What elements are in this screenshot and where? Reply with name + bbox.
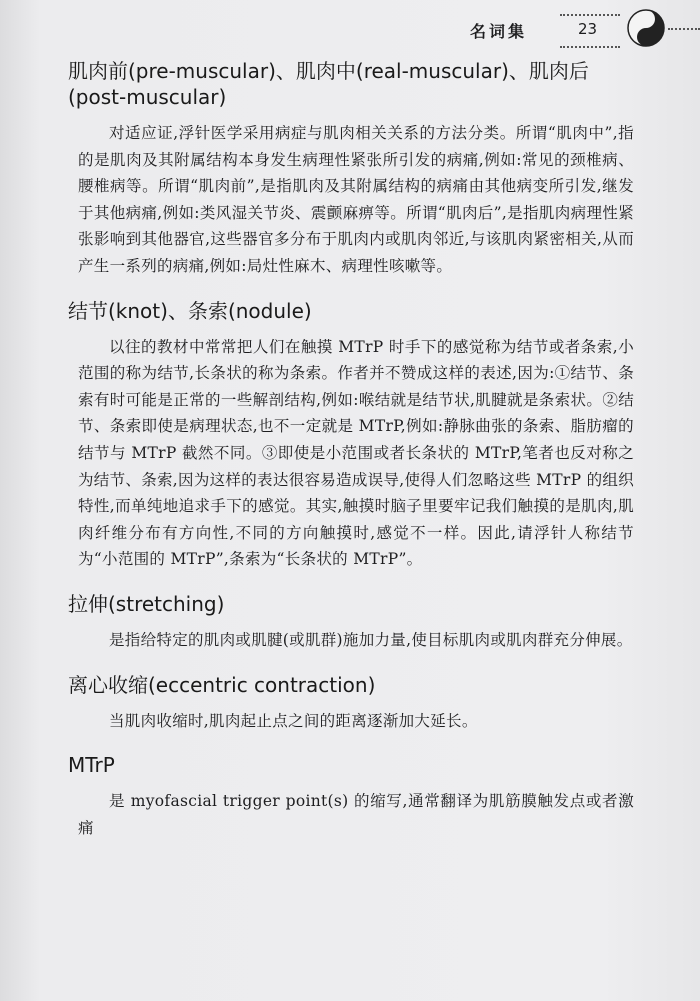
glossary-entry bbox=[68, 58, 634, 280]
term-title: 肌肉前(pre-muscular)、肌肉中(real-muscular)、肌肉后(post-muscular) bbox=[68, 59, 589, 109]
glossary-content bbox=[68, 58, 634, 841]
term-definition: 是指给特定的肌肉或肌腱(或肌群)施加力量,使目标肌肉或肌肉群充分伸展。 bbox=[109, 630, 633, 649]
glossary-entry bbox=[68, 672, 634, 735]
header-dotted-line-bottom bbox=[560, 46, 620, 48]
term-title: 结节(knot)、条索(nodule) bbox=[68, 298, 312, 323]
page-number: 23 bbox=[578, 20, 598, 38]
term-definition: 以往的教材中常常把人们在触摸 MTrP 时手下的感觉称为结节或者条索,小范围的称为结节,长条状的称为条索。作者并不赞成这样的表述,因为:①结节、条索有时可能是正常的一些解剖结构,例如:喉结就是结节状,肌腱就是条索状。②结节、条索即使是病理状态,也不一定就是 MTrP,例如:静脉曲张的条索、脂肪瘤的结节与 MTrP 截然不同。③即使是小范围或者长条状的 MTrP,笔者也反对称之为结节、条索,因为这样的表达很容易造成误导,使得人们忽略这些 MTrP 的组织特性,而单纯地追求手下的感觉。其实,触摸时脑子里要牢记我们触摸的是肌肉,肌肉纤维分布有方向性,不同的方向触摸时,感觉不一样。因此,请浮针人称结节为“小范围的 MTrP”,条索为“长条状的 MTrP”。 bbox=[78, 337, 634, 569]
header-dotted-line-top bbox=[560, 14, 620, 16]
section-name: 名词集 bbox=[470, 22, 528, 41]
header-dotted-line-right bbox=[668, 28, 700, 30]
glossary-entry bbox=[68, 752, 634, 841]
glossary-entry bbox=[68, 298, 634, 573]
term-title: MTrP bbox=[68, 753, 115, 778]
running-header bbox=[430, 8, 700, 52]
term-definition: 对适应证,浮针医学采用病症与肌肉相关关系的方法分类。所谓“肌肉中”,指的是肌肉及其附属结构本身发生病理性紧张所引发的病痛,例如:常见的颈椎病、腰椎病等。所谓“肌肉前”,是指肌肉及其附属结构的病痛由其他病变所引发,继发于其他病痛,例如:类风湿关节炎、震颤麻痹等。所谓“肌肉后”,是指肌肉病理性紧张影响到其他器官,这些器官多分布于肌肉内或肌肉邻近,与该肌肉紧密相关,从而产生一系列的病痛,例如:局灶性麻木、病理性咳嗽等。 bbox=[78, 124, 634, 275]
term-title: 拉伸(stretching) bbox=[68, 591, 225, 616]
taiji-icon bbox=[626, 8, 666, 48]
term-definition: 是 myofascial trigger point(s) 的缩写,通常翻译为肌筋膜触发点或者激痛 bbox=[78, 792, 634, 837]
glossary-entry bbox=[68, 591, 634, 654]
term-title: 离心收缩(eccentric contraction) bbox=[68, 672, 376, 697]
term-definition: 当肌肉收缩时,肌肉起止点之间的距离逐渐加大延长。 bbox=[109, 711, 478, 730]
